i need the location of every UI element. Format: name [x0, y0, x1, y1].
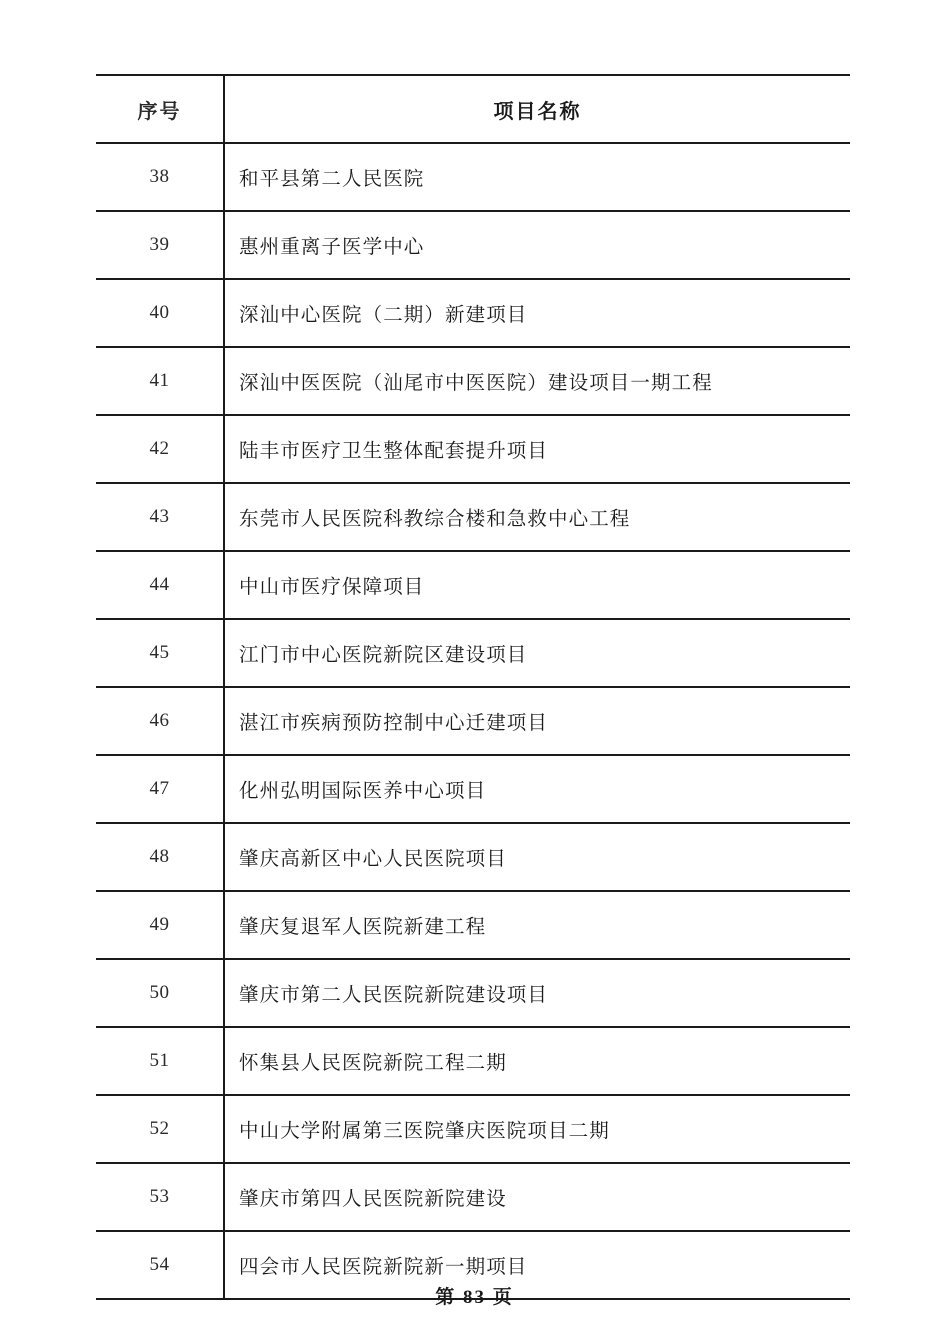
table-body — [96, 75, 850, 1299]
row-sequence-number: 40 — [96, 279, 224, 347]
row-project-name: 东莞市人民医院科教综合楼和急救中心工程 — [224, 483, 850, 551]
table-row — [96, 1095, 850, 1163]
row-project-name: 中山市医疗保障项目 — [224, 551, 850, 619]
row-sequence-number: 47 — [96, 755, 224, 823]
row-sequence-number: 44 — [96, 551, 224, 619]
row-sequence-number: 52 — [96, 1095, 224, 1163]
row-sequence-number: 49 — [96, 891, 224, 959]
row-sequence-number: 41 — [96, 347, 224, 415]
row-sequence-number: 43 — [96, 483, 224, 551]
table-row — [96, 755, 850, 823]
row-project-name: 肇庆高新区中心人民医院项目 — [224, 823, 850, 891]
row-sequence-number: 45 — [96, 619, 224, 687]
row-sequence-number: 38 — [96, 143, 224, 211]
row-sequence-number: 39 — [96, 211, 224, 279]
row-sequence-number: 50 — [96, 959, 224, 1027]
row-sequence-number: 51 — [96, 1027, 224, 1095]
page-number-footer: 第 83 页 — [435, 1287, 514, 1308]
table-row — [96, 143, 850, 211]
row-sequence-number: 54 — [96, 1231, 224, 1299]
column-header-project-name: 项目名称 — [224, 75, 850, 143]
row-project-name: 怀集县人民医院新院工程二期 — [224, 1027, 850, 1095]
table-header-row — [96, 75, 850, 143]
row-project-name: 化州弘明国际医养中心项目 — [224, 755, 850, 823]
row-sequence-number: 53 — [96, 1163, 224, 1231]
row-project-name: 中山大学附属第三医院肇庆医院项目二期 — [224, 1095, 850, 1163]
table-row — [96, 823, 850, 891]
row-sequence-number: 42 — [96, 415, 224, 483]
project-list-table — [96, 74, 850, 1300]
table-row — [96, 347, 850, 415]
row-sequence-number: 46 — [96, 687, 224, 755]
row-project-name: 湛江市疾病预防控制中心迁建项目 — [224, 687, 850, 755]
table-row — [96, 1027, 850, 1095]
row-project-name: 肇庆市第四人民医院新院建设 — [224, 1163, 850, 1231]
table-row — [96, 279, 850, 347]
row-project-name: 四会市人民医院新院新一期项目 — [224, 1231, 850, 1299]
table-row — [96, 551, 850, 619]
table-row — [96, 687, 850, 755]
table-row — [96, 211, 850, 279]
row-sequence-number: 48 — [96, 823, 224, 891]
row-project-name: 陆丰市医疗卫生整体配套提升项目 — [224, 415, 850, 483]
table-row — [96, 415, 850, 483]
row-project-name: 江门市中心医院新院区建设项目 — [224, 619, 850, 687]
table-row — [96, 1163, 850, 1231]
row-project-name: 肇庆复退军人医院新建工程 — [224, 891, 850, 959]
row-project-name: 惠州重离子医学中心 — [224, 211, 850, 279]
table-row — [96, 891, 850, 959]
column-header-sequence: 序号 — [96, 75, 224, 143]
table-row — [96, 619, 850, 687]
table-row — [96, 483, 850, 551]
row-project-name: 深汕中医医院（汕尾市中医医院）建设项目一期工程 — [224, 347, 850, 415]
row-project-name: 和平县第二人民医院 — [224, 143, 850, 211]
row-project-name: 肇庆市第二人民医院新院建设项目 — [224, 959, 850, 1027]
table-row — [96, 959, 850, 1027]
row-project-name: 深汕中心医院（二期）新建项目 — [224, 279, 850, 347]
